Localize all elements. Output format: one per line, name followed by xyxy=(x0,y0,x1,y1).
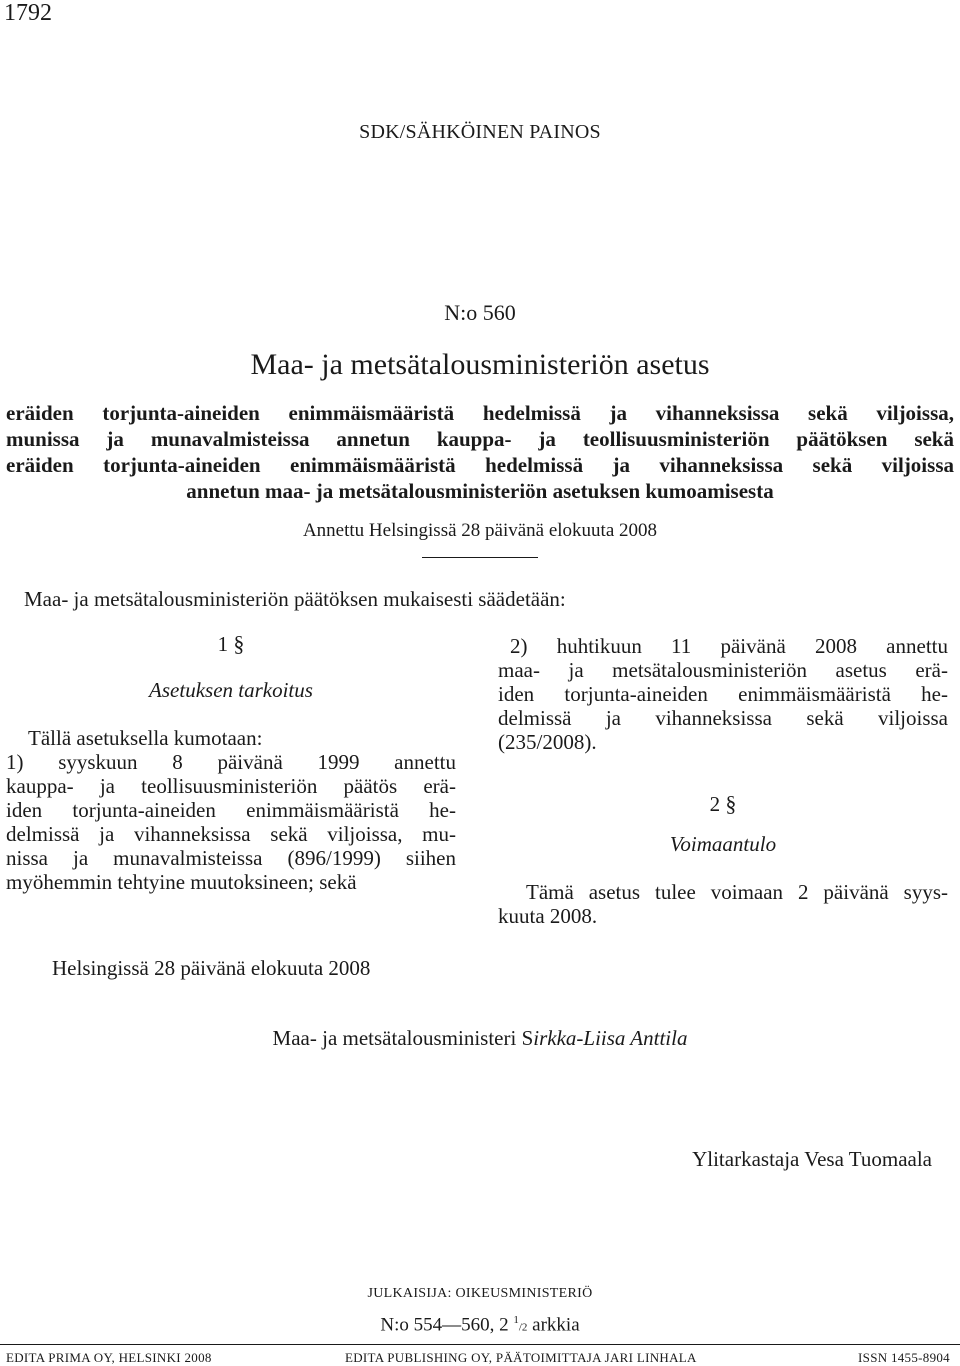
footer-issn: ISSN 1455-8904 xyxy=(858,1350,950,1365)
item-line: delmissä ja vihanneksissa sekä viljoissa xyxy=(498,706,948,730)
section-2-number xyxy=(498,792,948,816)
item-line: kauppa- ja teollisuusministeriön päätös erä- xyxy=(6,774,456,798)
left-column xyxy=(6,632,456,894)
item-line: myöhemmin tehtyine muutoksineen; sekä xyxy=(6,870,357,894)
publisher-header: SDK/SÄHKÖINEN PAINOS xyxy=(359,121,601,143)
section-2-text xyxy=(498,880,948,928)
document-number: N:o 560 xyxy=(444,300,516,325)
inspector-signature: Ylitarkastaja Vesa Tuomaala xyxy=(692,1147,932,1171)
series-fraction-num: 1 xyxy=(513,1314,519,1326)
subtitle-line: annetun maa- ja metsätalousministeriön asetuksen kumoamisesta xyxy=(186,479,774,503)
series-suffix: arkkia xyxy=(527,1314,580,1336)
preamble: Maa- ja metsätalousministeriön päätöksen mukaisesti säädetään: xyxy=(24,587,566,611)
item-line: 2) huhtikuun 11 päivänä 2008 annettu xyxy=(510,634,948,658)
signing-place-date: Helsingissä 28 päivänä elokuuta 2008 xyxy=(52,956,371,980)
right-column xyxy=(498,634,948,928)
footer-divider xyxy=(0,1344,960,1345)
footer-publisher: EDITA PUBLISHING OY, PÄÄTOIMITTAJA JARI LINHALA xyxy=(345,1350,697,1365)
section-1-heading: Asetuksen tarkoitus xyxy=(149,678,313,702)
page-number: 1792 xyxy=(4,0,52,26)
section-1-number xyxy=(6,632,456,656)
document-subtitle xyxy=(6,400,954,504)
text-line: Tämä asetus tulee voimaan 2 päivänä syys- xyxy=(526,880,948,904)
subtitle-line: munissa ja munavalmisteissa annetun kauppa- ja teollisuusministeriön päätöksen sekä xyxy=(6,427,954,451)
section-1-item-2 xyxy=(498,634,948,754)
section-2-num: 2 xyxy=(709,792,721,816)
footer-printer: EDITA PRIMA OY, HELSINKI 2008 xyxy=(6,1350,212,1365)
item-line: nissa ja munavalmisteissa (896/1999) siihen xyxy=(6,846,456,870)
publisher-line: JULKAISIJA: OIKEUSMINISTERIÖ xyxy=(367,1286,593,1301)
issued-date: Annettu Helsingissä 28 päivänä elokuuta 2008 xyxy=(302,520,658,541)
minister-title: Maa- ja metsätalousministeri S xyxy=(272,1026,534,1050)
section-1-item-1 xyxy=(6,750,456,894)
minister-name: irkka-Liisa Anttila xyxy=(533,1026,688,1050)
text-line: kuuta 2008. xyxy=(498,904,598,928)
item-line: iden torjunta-aineiden enimmäismääristä he- xyxy=(498,682,948,706)
document-title: Maa- ja metsätalousministeriön asetus xyxy=(250,348,710,381)
minister-signature xyxy=(0,1026,960,1051)
section-1-num: 1 xyxy=(217,632,229,656)
section-1-intro: Tällä asetuksella kumotaan: xyxy=(28,726,263,750)
item-line: 1) syyskuun 8 päivänä 1999 annettu xyxy=(6,750,456,774)
subtitle-line: eräiden torjunta-aineiden enimmäismääristä hedelmissä ja vihanneksissa sekä viljoissa xyxy=(6,453,954,477)
item-line: (235/2008). xyxy=(498,730,597,754)
item-line: iden torjunta-aineiden enimmäismääristä he- xyxy=(6,798,456,822)
divider xyxy=(422,557,538,558)
section-symbol: § xyxy=(233,631,245,656)
item-line: maa- ja metsätalousministeriön asetus erä- xyxy=(498,658,948,682)
series-fraction-den: /2 xyxy=(518,1321,528,1334)
section-2-heading: Voimaantulo xyxy=(669,832,777,856)
series-prefix: N:o 554—560, 2 xyxy=(380,1314,514,1336)
item-line: delmissä ja vihanneksissa sekä viljoissa, mu- xyxy=(6,822,456,846)
series-line xyxy=(0,1314,960,1336)
subtitle-line: eräiden torjunta-aineiden enimmäismääristä hedelmissä ja vihanneksissa sekä viljoissa, xyxy=(6,401,954,425)
section-symbol: § xyxy=(725,791,737,816)
